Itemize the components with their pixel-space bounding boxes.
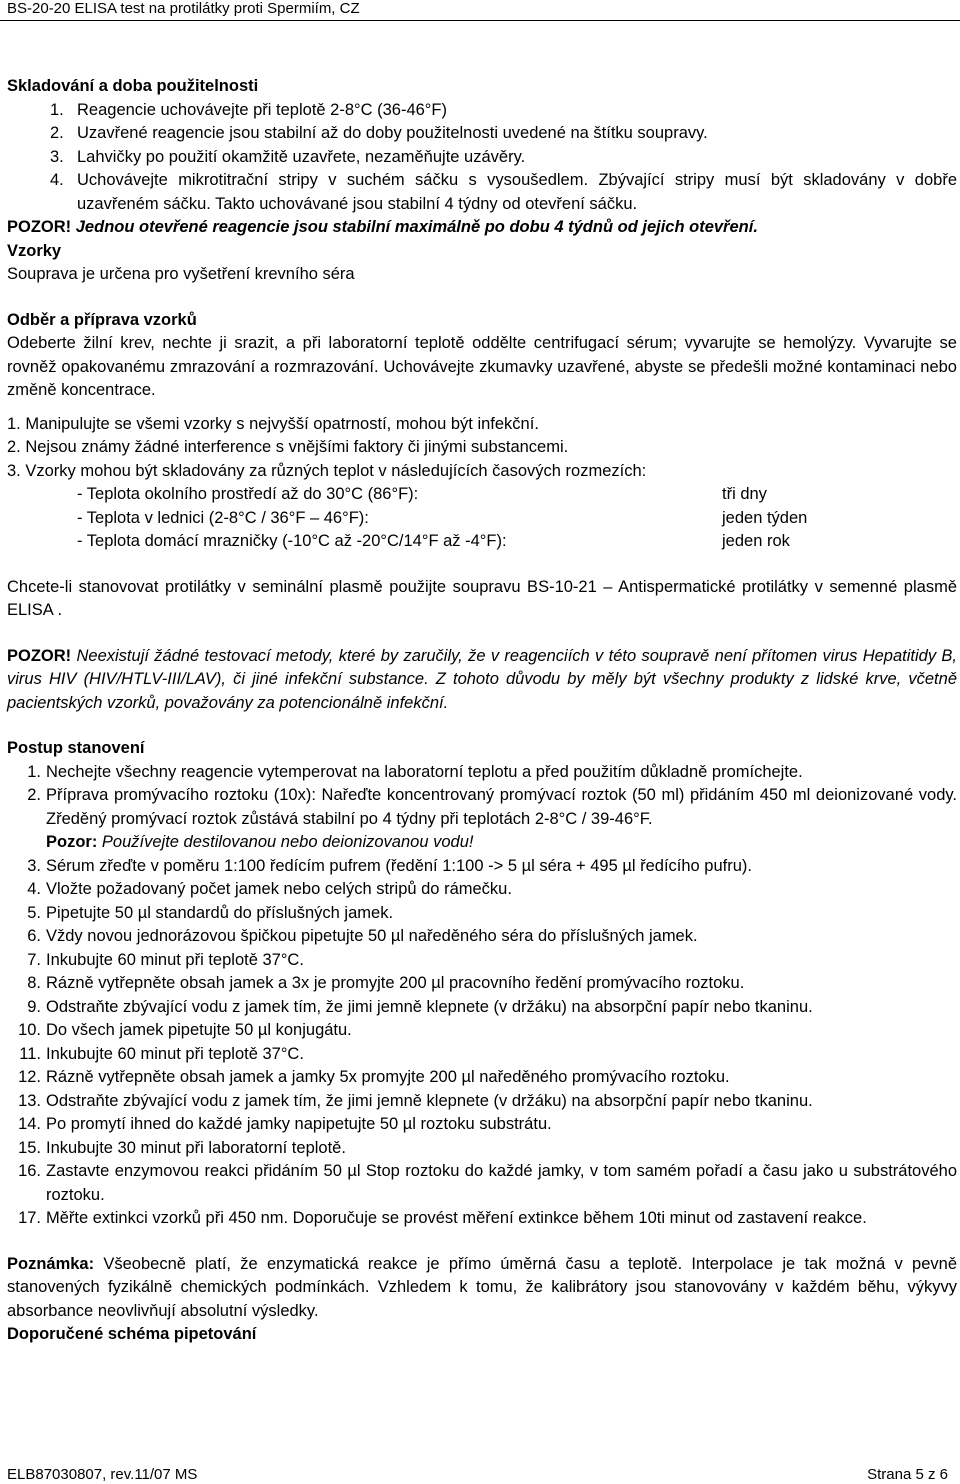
list-item xyxy=(7,761,957,785)
list-item xyxy=(7,902,957,926)
pozor-note xyxy=(46,833,473,851)
note-label: Poznámka: xyxy=(7,1254,95,1273)
step-text: Odstraňte zbývající vodu z jamek tím, že jimi jemně klepnete (v držáku) na absorpční papír nebo tkaninu. xyxy=(46,997,813,1016)
procedure-heading: Postup stanovení xyxy=(7,739,145,757)
list-item xyxy=(7,1090,957,1114)
storage-heading: Skladování a doba použitelnosti xyxy=(7,77,259,95)
list-item xyxy=(7,949,957,973)
list-item xyxy=(7,1160,957,1207)
hazard-text: Neexistují žádné testovací metody, které by zaručily, že v reagenciích v této soupravě není přítomen virus Hepatitidy B, virus HIV (HIV/HTLV-III/LAV), či jiné infekční substance. Z tohoto důvodu by měly být všechny produkty z lidské krve, včetně pacientských vzorků, považovány za potencionálně infekční. xyxy=(7,646,957,712)
header-divider xyxy=(0,20,960,21)
step-number: 15. xyxy=(18,1138,41,1157)
storage-warning xyxy=(7,216,957,240)
step-text: Inkubujte 30 minut při laboratorní teplotě. xyxy=(46,1138,346,1157)
collection-item: 3. Vzorky mohou být skladovány za různých teplot v následujících časových rozmezích: xyxy=(7,461,647,480)
list-item-text: Uchovávejte mikrotitrační stripy v suchém sáčku s vysoušedlem. Zbývající stripy musí být skladovány v dobře uzavřeném sáčku. Takto uchovávané jsou stabilní 4 týdny od otevření sáčku. xyxy=(77,171,957,213)
list-item-number: 2. xyxy=(50,124,64,142)
warning-text: Jednou otevřené reagencie jsou stabilní maximálně po dobu 4 týdnů od jejich otevření. xyxy=(71,218,758,236)
step-text: Rázně vytřepněte obsah jamek a jamky 5x promyjte 200 µl naředěného promývacího roztoku. xyxy=(46,1068,730,1086)
list-item xyxy=(7,996,957,1020)
pozor-label: Pozor: xyxy=(46,833,98,851)
temp-condition: - Teplota okolního prostředí až do 30°C (86°F): xyxy=(77,485,419,503)
step-text: Zastavte enzymovou reakci přidáním 50 µl Stop roztoku do každé jamky, v tom samém pořadí a času jako u substrátového roztoku. xyxy=(46,1162,957,1204)
step-number: 4. xyxy=(27,880,41,898)
step-number: 7. xyxy=(27,950,41,969)
list-item-text: Uzavřené reagencie jsou stabilní až do doby použitelnosti uvedené na štítku soupravy. xyxy=(77,124,708,142)
storage-temperature-table xyxy=(7,483,957,554)
procedure-steps xyxy=(7,761,957,1231)
pipetting-heading: Doporučené schéma pipetování xyxy=(7,1325,257,1343)
list-item xyxy=(7,99,957,123)
list-item xyxy=(7,1019,957,1043)
warning-label: POZOR! xyxy=(7,218,72,236)
note-paragraph xyxy=(7,1253,957,1324)
list-item xyxy=(7,1137,957,1161)
list-item xyxy=(7,1113,957,1137)
list-item xyxy=(7,878,957,902)
step-text: Měřte extinkci vzorků při 450 nm. Doporučuje se provést měření extinkce během 10ti minut od zastavení reakce. xyxy=(46,1209,867,1227)
footer-page-number: Strana 5 z 6 xyxy=(867,1466,948,1483)
step-number: 5. xyxy=(27,903,41,922)
step-text: Inkubujte 60 minut při teplotě 37°C. xyxy=(46,950,304,969)
hazard-label: POZOR! xyxy=(7,646,72,665)
temp-duration: jeden týden xyxy=(722,508,808,527)
list-item xyxy=(7,855,957,879)
list-item xyxy=(7,925,957,949)
step-text: Příprava promývacího roztoku (10x): Nařeďte koncentrovaný promývací roztok (50 ml) přidáním 450 ml deionizované vody. Zředěný promývací roztok zůstává stabilní po 4 týdny při teplotách 2-8°C / 39-46°F. xyxy=(46,786,957,828)
list-item-text: Reagencie uchovávejte při teplotě 2-8°C (36-46°F) xyxy=(77,100,447,119)
step-number: 11. xyxy=(19,1044,41,1063)
list-item xyxy=(7,146,957,170)
list-item xyxy=(7,122,957,146)
samples-heading: Vzorky xyxy=(7,241,62,260)
note-text: Všeobecně platí, že enzymatická reakce je přímo úměrná času a teplotě. Interpolace je tak možná v pevně stanovených fyzikálně chemických podmínkách. Vzhledem k tomu, že kalibrátory jsou stanovovány v každém běhu, výkyvy absorbance neovlivňují absolutní výsledky. xyxy=(7,1254,957,1320)
step-text: Po promytí ihned do každé jamky napipetujte 50 µl roztoku substrátu. xyxy=(46,1115,552,1133)
list-item-text: Lahvičky po použití okamžitě uzavřete, nezaměňujte uzávěry. xyxy=(77,147,526,166)
document-body xyxy=(7,75,957,1347)
step-text: Do všech jamek pipetujte 50 µl konjugátu. xyxy=(46,1021,352,1039)
temp-condition: - Teplota v lednici (2-8°C / 36°F – 46°F): xyxy=(77,508,369,527)
footer-document-code: ELB87030807, rev.11/07 MS xyxy=(7,1466,198,1483)
list-item xyxy=(7,784,957,831)
step-text: Rázně vytřepněte obsah jamek a 3x je promyjte 200 µl pracovního ředění promývacího roztoku. xyxy=(46,974,745,992)
seminal-plasma-note: Chcete-li stanovovat protilátky v seminální plasmě použijte soupravu BS-10-21 – Antispermatické protilátky v semenné plasmě ELISA . xyxy=(7,577,957,619)
step-text: Sérum zřeďte v poměru 1:100 ředícím pufrem (ředění 1:100 -> 5 µl séra + 495 µl ředícího pufru). xyxy=(46,856,752,875)
document-header-title: BS-20-20 ELISA test na protilátky proti Spermiím, CZ xyxy=(7,0,360,17)
list-item xyxy=(7,1043,957,1067)
temp-duration: jeden rok xyxy=(722,532,790,550)
collection-paragraph: Odeberte žilní krev, nechte ji srazit, a při laboratorní teplotě oddělte centrifugací sérum; vyvarujte se hemolýzy. Vyvarujte se rovněž opakovanému zmrazování a rozmrazování. Uchovávejte zkumavky uzavřené, abyste se předešli možné kontaminaci nebo změně koncentrace. xyxy=(7,334,957,399)
step-text: Inkubujte 60 minut při teplotě 37°C. xyxy=(46,1044,304,1063)
collection-item: 2. Nejsou známy žádné interference s vnějšími faktory či jinými substancemi. xyxy=(7,438,569,456)
step-text: Odstraňte zbývající vodu z jamek tím, že jimi jemně klepnete (v držáku) na absorpční papír nebo tkaninu. xyxy=(46,1091,813,1110)
collection-heading: Odběr a příprava vzorků xyxy=(7,310,197,329)
pozor-text: Používejte destilovanou nebo deionizovanou vodu! xyxy=(97,833,474,851)
step-text: Vždy novou jednorázovou špičkou pipetujte 50 µl naředěného séra do příslušných jamek. xyxy=(46,927,698,945)
step-number: 3. xyxy=(27,856,41,875)
list-item xyxy=(7,1207,957,1231)
list-item-number: 4. xyxy=(50,171,64,189)
step-number: 1. xyxy=(27,762,41,781)
step-number: 13. xyxy=(18,1091,41,1110)
step-number: 17. xyxy=(18,1209,41,1227)
step-number: 6. xyxy=(27,927,41,945)
step-text: Pipetujte 50 µl standardů do příslušných jamek. xyxy=(46,903,394,922)
temp-duration: tři dny xyxy=(722,485,767,503)
step-number: 16. xyxy=(18,1162,41,1180)
temp-condition: - Teplota domácí mrazničky (-10°C až -20°C/14°F až -4°F): xyxy=(77,532,507,550)
list-item xyxy=(7,169,957,216)
hazard-warning xyxy=(7,645,957,716)
step-number: 2. xyxy=(27,786,41,804)
step-number: 8. xyxy=(27,974,41,992)
list-item-number: 1. xyxy=(50,100,64,119)
step-number: 14. xyxy=(18,1115,41,1133)
storage-list xyxy=(7,99,957,217)
list-item xyxy=(7,1066,957,1090)
list-item xyxy=(7,972,957,996)
step-text: Nechejte všechny reagencie vytemperovat na laboratorní teplotu a před použitím důkladně promíchejte. xyxy=(46,762,803,781)
samples-text: Souprava je určena pro vyšetření krevního séra xyxy=(7,265,355,283)
list-item xyxy=(7,831,957,855)
list-item-number: 3. xyxy=(50,147,64,166)
step-number: 12. xyxy=(18,1068,41,1086)
step-text: Vložte požadovaný počet jamek nebo celých stripů do rámečku. xyxy=(46,880,512,898)
step-number: 10. xyxy=(18,1021,41,1039)
collection-item: 1. Manipulujte se všemi vzorky s nejvyšší opatrností, mohou být infekční. xyxy=(7,414,539,433)
step-number: 9. xyxy=(27,997,41,1016)
